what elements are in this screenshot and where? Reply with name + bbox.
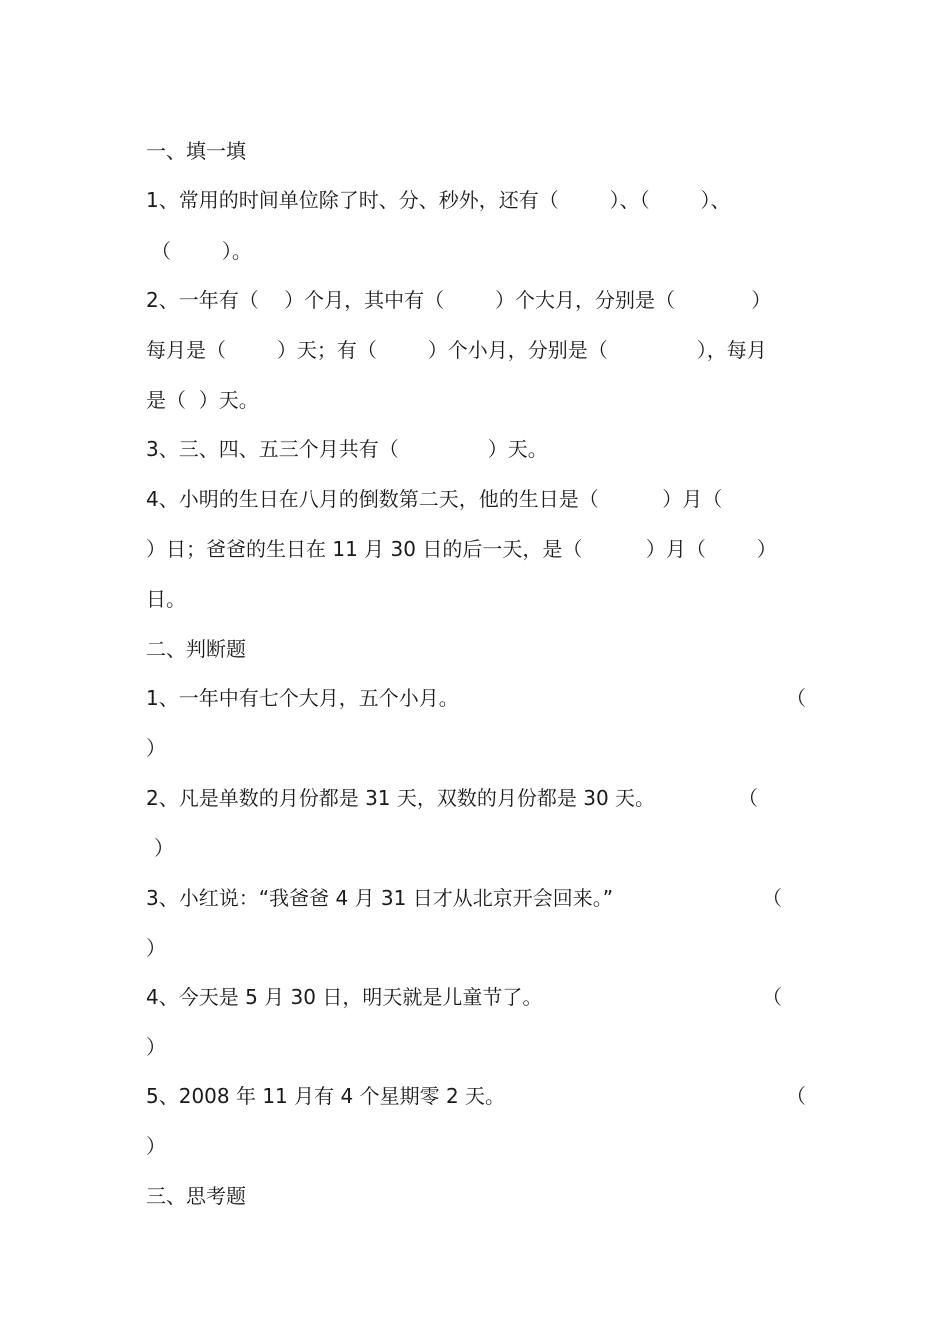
judge-question-2-open-paren: （ <box>738 786 758 810</box>
fill-question-1-line-1: 1、常用的时间单位除了时、分、秒外，还有（ ）、（ ）、 <box>146 188 731 212</box>
judge-question-2-text: 2、凡是单数的月份都是 31 天，双数的月份都是 30 天。 <box>146 786 656 810</box>
judge-question-3-open-paren: （ <box>762 886 782 910</box>
judge-question-2-close-paren: ） <box>154 836 174 860</box>
fill-question-4-line-1: 4、小明的生日在八月的倒数第二天，他的生日是（ ）月（ <box>146 487 723 511</box>
judge-question-1-open-paren: （ <box>786 686 806 710</box>
judge-question-3-close-paren: ） <box>146 936 166 960</box>
judge-question-1-text: 1、一年中有七个大月，五个小月。 <box>146 686 459 710</box>
fill-question-1-line-2: （ ）。 <box>151 239 252 263</box>
judge-question-4-close-paren: ） <box>146 1035 166 1059</box>
fill-question-4-line-3: 日。 <box>146 587 186 611</box>
judge-question-4-open-paren: （ <box>762 985 782 1009</box>
fill-question-3-line-1: 3、三、四、五三个月共有（ ）天。 <box>146 437 548 461</box>
judge-question-4-text: 4、今天是 5 月 30 日，明天就是儿童节了。 <box>146 985 543 1009</box>
judge-question-3-text: 3、小红说：“我爸爸 4 月 31 日才从北京开会回来。” <box>146 886 614 910</box>
section-title-think: 三、思考题 <box>146 1184 246 1208</box>
judge-question-5-text: 5、2008 年 11 月有 4 个星期零 2 天。 <box>146 1084 506 1108</box>
fill-question-2-line-2: 每月是（ ）天；有（ ）个小月，分别是（ ），每月 <box>146 338 767 362</box>
fill-question-2-line-1: 2、一年有（ ）个月，其中有（ ）个大月，分别是（ ） <box>146 288 772 312</box>
fill-question-2-line-3: 是（ ）天。 <box>146 388 259 412</box>
judge-question-5-open-paren: （ <box>786 1084 806 1108</box>
fill-question-4-line-2: ）日；爸爸的生日在 11 月 30 日的后一天，是（ ）月（ ） <box>146 537 777 561</box>
section-title-judge: 二、判断题 <box>146 637 246 661</box>
judge-question-5-close-paren: ） <box>146 1134 166 1158</box>
section-title-fill: 一、填一填 <box>146 139 246 163</box>
judge-question-1-close-paren: ） <box>146 736 166 760</box>
